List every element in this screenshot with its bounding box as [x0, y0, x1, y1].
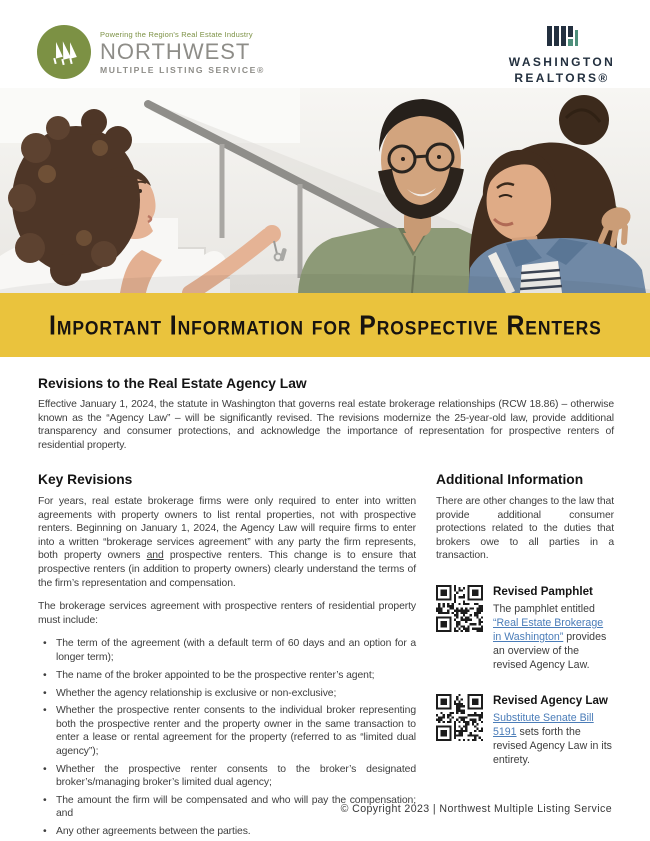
list-item: • Whether the agency relationship is exclusive or non-exclusive;: [38, 687, 416, 700]
list-item: • The term of the agreement (with a default term of 60 days and an option for a longer term);: [38, 637, 416, 664]
nwmls-pines-icon: [37, 25, 91, 79]
list-item: • The amount the firm will be compensated and who will pay the compensation; and: [38, 794, 416, 821]
key-revisions-section: [38, 472, 416, 841]
war-line2: REALTORS®: [514, 70, 610, 85]
list-item: • Whether the prospective renter consents to the individual broker representing both the prospective renter and the property owner in the same transaction to enter a lease or rental agreement for the property (referred to as “limited dual agency”);: [38, 704, 416, 758]
key-revisions-paragraph-2: The brokerage services agreement with prospective renters of residential property must include:: [38, 601, 416, 626]
header: [0, 0, 650, 88]
senate-bill-link[interactable]: Substitute Senate Bill 5191: [493, 711, 594, 738]
kr-p1-underlined: and: [146, 550, 164, 562]
kr-p1-part2: prospective renters. This change is to ensure that prospective renters (in addition to property owners) clearly understand the terms of the firm’s representation and compensation.: [38, 550, 416, 589]
pamphlet-text-before: The pamphlet entitled: [493, 602, 595, 615]
war-line1: WASHINGTON: [508, 55, 616, 69]
copyright-text: © Copyright 2023 | Northwest Multiple Listing Service: [340, 803, 612, 815]
revised-agency-law-heading: Revised Agency Law: [493, 693, 608, 707]
key-revisions-paragraph-1: [38, 495, 416, 590]
pamphlet-link[interactable]: “Real Estate Brokerage in Washington”: [493, 616, 604, 643]
hero-photo: [0, 88, 650, 293]
pamphlet-text-after: provides an overview of the revised Agency Law.: [493, 630, 607, 671]
page-title: Important Information for Prospective Renters: [48, 308, 602, 341]
washington-realtors-logo: [502, 26, 622, 86]
revised-pamphlet-text: [493, 602, 614, 672]
qr-code-pamphlet-icon: [436, 585, 483, 632]
revised-pamphlet-heading: Revised Pamphlet: [493, 584, 593, 598]
agency-law-text-after: sets forth the revised Agency Law in its entirety.: [493, 725, 612, 766]
nwmls-subname: MULTIPLE LISTING SERVICE®: [100, 64, 265, 75]
list-item: • Whether the prospective renter consents to the broker’s designated broker’s/managing broker’s limited dual agency;: [38, 763, 416, 790]
revised-pamphlet-block: [436, 585, 614, 672]
list-item: • The name of the broker appointed to be the prospective renter’s agent;: [38, 669, 416, 682]
war-bars-icon: [545, 26, 579, 46]
intro-section: [38, 376, 614, 452]
intro-paragraph: Effective January 1, 2024, the statute in Washington that governs real estate brokerage relationships (RCW 18.86) – otherwise known as the “Agency Law” – will be significantly revised. The revisions modernize the 25-year-old law, provide additional transparency and consumer protections, and acknowledge the importance of representation for prospective renters of residential property.: [38, 399, 614, 451]
additional-info-paragraph: There are other changes to the law that provide additional consumer protections related to the duties that brokers owe to all parties in a transaction.: [436, 496, 614, 562]
additional-info-heading: Additional Information: [436, 472, 584, 487]
nwmls-tagline: Powering the Region's Real Estate Industry: [100, 29, 253, 39]
list-item: • Any other agreements between the parties.: [38, 825, 416, 838]
intro-heading: Revisions to the Real Estate Agency Law: [38, 376, 307, 391]
kr-p1-part1: For years, real estate brokerage firms were only required to enter into written agreements with property owners to list rental properties, not with prospective renters. Beginning on January 1, 2024, the Agency Law will require firms to enter into a written “brokerage services agreement” with any party the firm represents, both property owners: [38, 496, 416, 562]
title-banner: [0, 293, 650, 357]
key-revisions-heading: Key Revisions: [38, 472, 133, 487]
additional-info-section: [436, 472, 614, 767]
qr-code-agency-law-icon: [436, 694, 483, 741]
revised-agency-law-block: [436, 694, 614, 767]
nwmls-name: NORTHWEST: [100, 38, 251, 64]
nwmls-logo: [37, 25, 265, 79]
revised-agency-law-text: [493, 711, 614, 767]
